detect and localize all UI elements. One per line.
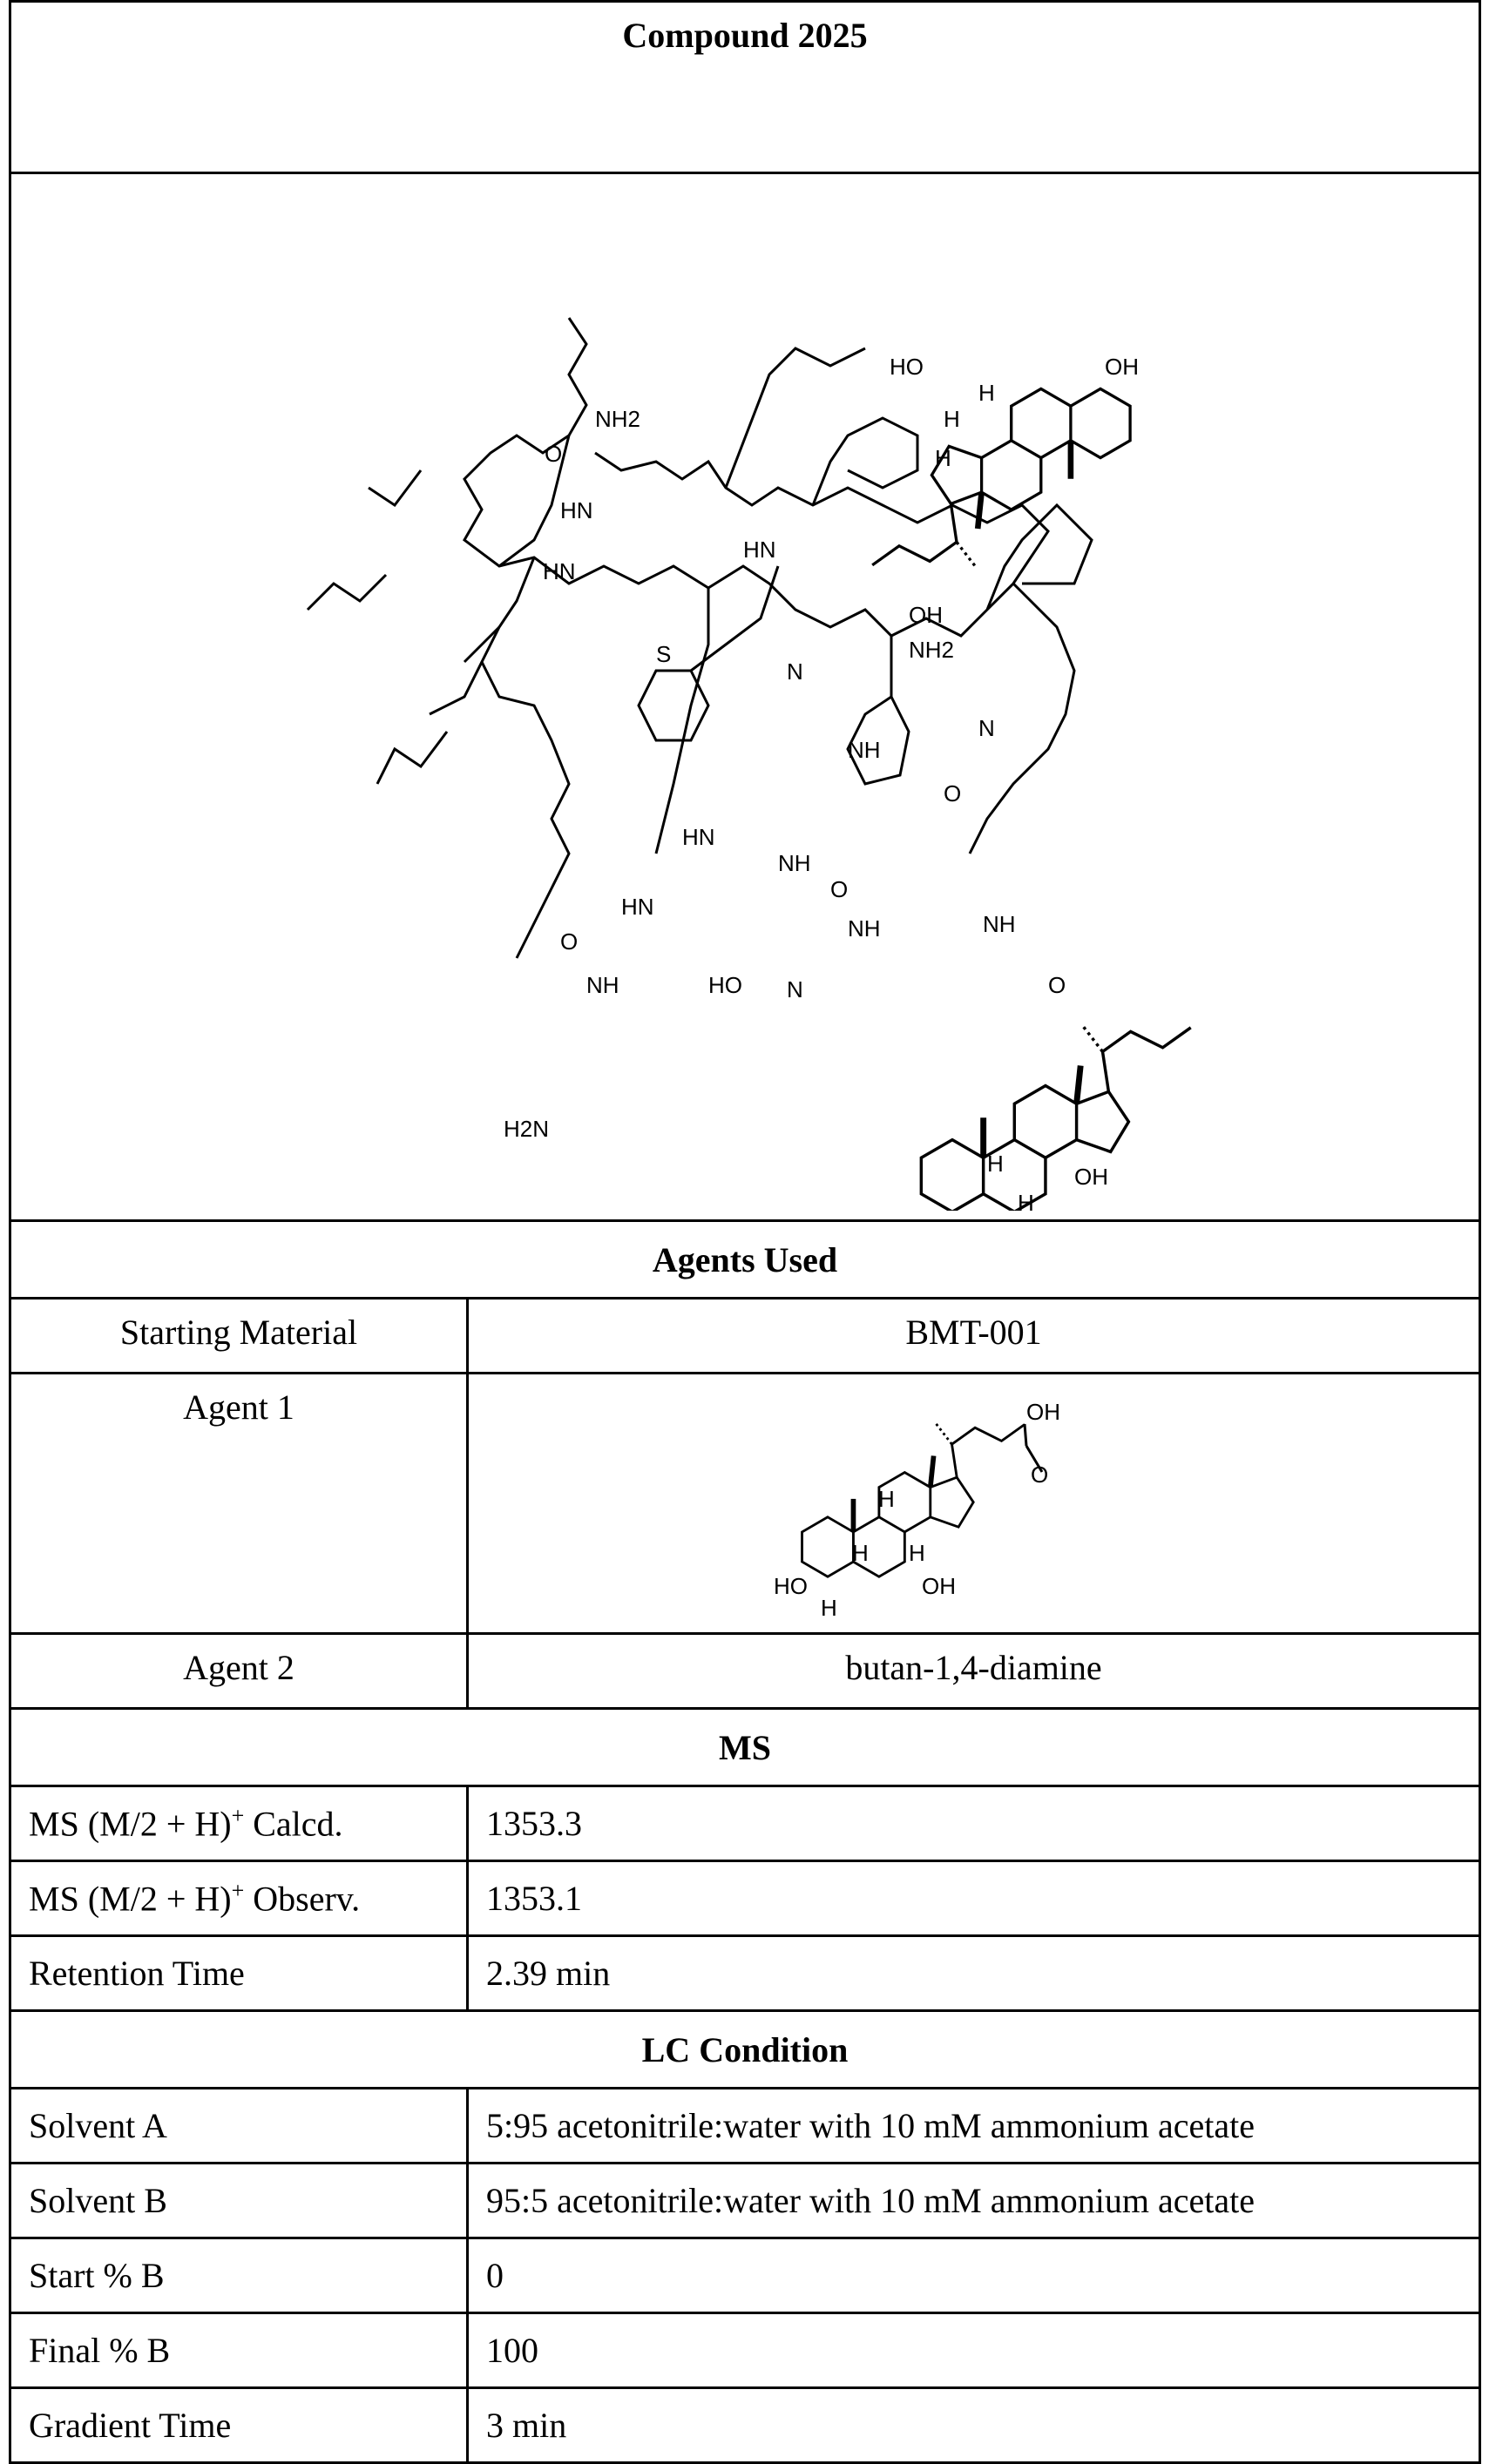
solvent-b-value: 95:5 acetonitrile:water with 10 mM ammonium acetate bbox=[468, 2164, 1480, 2238]
atom-label: O bbox=[1048, 972, 1066, 998]
atom-label: OH bbox=[1026, 1399, 1060, 1425]
ms-observ-value: 1353.1 bbox=[468, 1861, 1480, 1936]
atom-label: N bbox=[787, 658, 803, 685]
atom-label: HO bbox=[708, 972, 742, 998]
atom-label: NH bbox=[848, 737, 881, 763]
atom-label: H bbox=[1018, 1190, 1034, 1211]
atom-label: O bbox=[944, 780, 961, 807]
atom-label: NH bbox=[848, 915, 881, 942]
compound-structure-image bbox=[11, 174, 1479, 1211]
retention-time-value: 2.39 min bbox=[468, 1936, 1480, 2011]
solvent-b-label: Solvent B bbox=[10, 2164, 468, 2238]
atom-label: H2N bbox=[504, 1116, 549, 1142]
agent1-structure-cell bbox=[468, 1374, 1480, 1634]
atom-label: N bbox=[978, 715, 995, 741]
atom-label: H bbox=[935, 445, 951, 471]
agents-used-header: Agents Used bbox=[10, 1221, 1480, 1299]
ms-calcd-label bbox=[10, 1786, 468, 1861]
atom-label: OH bbox=[1105, 354, 1139, 380]
gradient-time-value: 3 min bbox=[468, 2388, 1480, 2463]
ms-label-text: MS (M/2 + H) bbox=[29, 1804, 232, 1843]
atom-label: O bbox=[1031, 1462, 1048, 1488]
atom-label: OH bbox=[1074, 1164, 1108, 1190]
ms-label-text: MS (M/2 + H) bbox=[29, 1879, 232, 1918]
starting-material-label: Starting Material bbox=[10, 1299, 468, 1374]
charge-sup: + bbox=[232, 1803, 245, 1828]
lc-condition-header: LC Condition bbox=[10, 2011, 1480, 2089]
ms-label-suffix: Observ. bbox=[244, 1879, 360, 1918]
solvent-a-value: 5:95 acetonitrile:water with 10 mM ammonium acetate bbox=[468, 2089, 1480, 2164]
atom-label: S bbox=[656, 641, 671, 667]
start-b-label: Start % B bbox=[10, 2238, 468, 2313]
ms-label-suffix: Calcd. bbox=[244, 1804, 342, 1843]
atom-label: H bbox=[878, 1486, 895, 1512]
atom-label: HN bbox=[543, 558, 576, 584]
compound-structure-cell bbox=[10, 173, 1480, 1221]
ms-header: MS bbox=[10, 1709, 1480, 1786]
compound-title: Compound 2025 bbox=[10, 2, 1480, 173]
ms-observ-label bbox=[10, 1861, 468, 1936]
atom-label: O bbox=[560, 928, 578, 955]
atom-label: NH2 bbox=[909, 637, 954, 663]
atom-label: H bbox=[944, 406, 960, 432]
start-b-value: 0 bbox=[468, 2238, 1480, 2313]
starting-material-value: BMT-001 bbox=[468, 1299, 1480, 1374]
agent2-value: butan-1,4-diamine bbox=[468, 1634, 1480, 1709]
final-b-label: Final % B bbox=[10, 2313, 468, 2388]
atom-label: OH bbox=[909, 602, 943, 628]
agent1-structure-image bbox=[469, 1376, 1479, 1622]
atom-label: HN bbox=[682, 824, 715, 850]
solvent-a-label: Solvent A bbox=[10, 2089, 468, 2164]
atom-label: NH2 bbox=[595, 406, 640, 432]
atom-label: NH bbox=[586, 972, 619, 998]
atom-label: HN bbox=[560, 497, 593, 523]
atom-label: HN bbox=[743, 537, 776, 563]
gradient-time-label: Gradient Time bbox=[10, 2388, 468, 2463]
atom-label: HO bbox=[774, 1573, 808, 1599]
charge-sup: + bbox=[232, 1878, 245, 1903]
atom-label: H bbox=[852, 1540, 869, 1566]
final-b-value: 100 bbox=[468, 2313, 1480, 2388]
retention-time-label: Retention Time bbox=[10, 1936, 468, 2011]
atom-label: H bbox=[909, 1540, 925, 1566]
atom-label: HN bbox=[621, 894, 654, 920]
atom-label: NH bbox=[983, 911, 1016, 937]
agent1-label: Agent 1 bbox=[10, 1374, 468, 1634]
atom-label: O bbox=[545, 441, 562, 467]
agent2-label: Agent 2 bbox=[10, 1634, 468, 1709]
atom-label: N bbox=[787, 976, 803, 1002]
ms-calcd-value: 1353.3 bbox=[468, 1786, 1480, 1861]
atom-label: NH bbox=[778, 850, 811, 876]
atom-label: OH bbox=[922, 1573, 956, 1599]
atom-label: H bbox=[821, 1595, 837, 1621]
atom-label: HO bbox=[890, 354, 924, 380]
atom-label: O bbox=[830, 876, 848, 902]
compound-table bbox=[9, 0, 1481, 2464]
atom-label: H bbox=[978, 380, 995, 406]
atom-label: H bbox=[987, 1151, 1004, 1177]
